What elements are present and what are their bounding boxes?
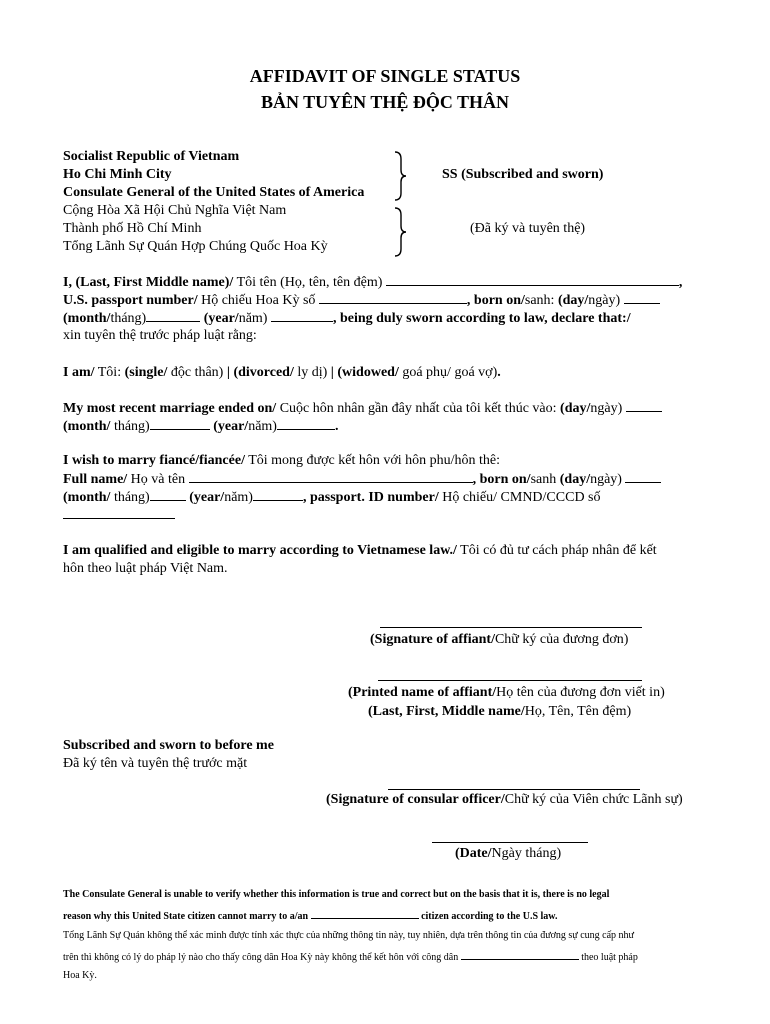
footer-vi-1: Tổng Lãnh Sự Quán không thể xác minh được tính xác thực của những thông tin này, tuy nhiên, dựa trên thông tin của đương sự cung cấp như (63, 930, 634, 941)
month-en: (month/ (63, 311, 111, 326)
brace-icon (392, 150, 408, 202)
day-vi: ngày) (588, 293, 624, 308)
fiance-id-line (63, 506, 175, 525)
affiant-signature-field[interactable] (380, 627, 642, 628)
fiance-name-line (63, 470, 661, 489)
name-line (63, 273, 682, 292)
birth-month-field[interactable] (146, 309, 200, 322)
birth-day-field[interactable] (624, 291, 660, 304)
footer-vi-3: Hoa Kỳ. (63, 970, 97, 981)
passport-label-en: U.S. passport number/ (63, 293, 198, 308)
day-en: (day/ (557, 293, 589, 308)
venue-city-vi: Thành phố Hồ Chí Minh (63, 221, 202, 236)
marriage-day-en: (day/ (560, 401, 591, 416)
passport-field[interactable] (319, 291, 467, 304)
ss-label-vi: (Đã ký và tuyên thệ) (470, 221, 586, 236)
printed-name-order-caption (368, 703, 631, 721)
status-line (63, 364, 501, 382)
qualified-vi-2: hôn theo luật pháp Việt Nam. (63, 561, 228, 576)
venue-consulate-vi: Tổng Lãnh Sự Quán Hợp Chúng Quốc Hoa Kỳ (63, 239, 328, 254)
fiance-id-field[interactable] (63, 506, 175, 519)
printed-name-field[interactable] (378, 680, 642, 681)
status-divorced-vi[interactable]: ly dị) (293, 365, 328, 380)
affiant-signature-vi: Chữ ký của đương đơn) (494, 632, 629, 647)
marriage-month-field[interactable] (150, 417, 210, 430)
printed-name-caption (348, 684, 665, 702)
name-label-vi: Tôi tên (Họ, tên, tên đệm) (233, 275, 386, 290)
date-vi: Ngày tháng) (491, 846, 562, 861)
status-label-en: I am/ (63, 365, 95, 380)
venue-consulate-en: Consulate General of the United States of America (63, 185, 365, 200)
venue-country-vi: Cộng Hòa Xã Hội Chủ Nghĩa Việt Nam (63, 203, 287, 218)
fiance-born-on-en: , born on/ (472, 472, 531, 487)
date-field[interactable] (432, 842, 588, 843)
fiance-year-vi: năm) (224, 490, 253, 505)
marriage-month-en: (month/ (63, 419, 111, 434)
year-vi: năm) (238, 311, 271, 326)
month-vi: tháng) (110, 311, 147, 326)
birth-date-line (63, 309, 631, 328)
footer-vi-2a: trên thì không có lý do pháp lý nào cho thấy công dân Hoa Kỳ này không thể kết hôn với công dân (63, 952, 461, 963)
fiance-day-en: (day/ (559, 472, 591, 487)
born-on-en: , born on/ (466, 293, 525, 308)
period: . (497, 365, 501, 380)
passport-label-vi: Hộ chiếu Hoa Kỳ số (197, 293, 319, 308)
marriage-day-vi: ngày) (590, 401, 626, 416)
marriage-year-field[interactable] (277, 417, 335, 430)
footer-vi-2b: theo luật pháp (578, 952, 638, 963)
sworn-statement-en: , being duly sworn according to law, declare that:/ (332, 311, 631, 326)
marriage-year-en: (year/ (209, 419, 249, 434)
status-single-en[interactable]: (single/ (124, 365, 168, 380)
sworn-statement-vi: xin tuyên thệ trước pháp luật rằng: (63, 328, 257, 343)
name-label-en: I, (Last, First Middle name)/ (63, 275, 234, 290)
fiance-date-line (63, 488, 601, 507)
nationality-field-vi[interactable] (461, 950, 579, 960)
qualified-line (63, 542, 657, 560)
fiance-birth-year-field[interactable] (253, 488, 303, 501)
venue-country-en: Socialist Republic of Vietnam (63, 149, 240, 164)
status-single-vi[interactable]: độc thân) (167, 365, 224, 380)
fiance-passport-en: , passport. ID number/ (302, 490, 439, 505)
printed-name-order-en: (Last, First, Middle name/ (368, 704, 525, 719)
marriage-month-vi: tháng) (110, 419, 150, 434)
status-widowed-vi[interactable]: goá phụ/ goá vợ) (398, 365, 498, 380)
passport-line (63, 291, 660, 310)
printed-name-order-vi: Họ, Tên, Tên đệm) (524, 704, 632, 719)
title-en: AFFIDAVIT OF SINGLE STATUS (249, 66, 521, 86)
brace-icon (392, 206, 408, 258)
fiance-wish-line (63, 452, 500, 470)
separator: | (223, 365, 234, 380)
born-on-vi: sanh: (524, 293, 558, 308)
printed-name-vi: Họ tên của đương đơn viết in) (496, 685, 665, 700)
date-caption (455, 845, 561, 863)
affiant-signature-en: (Signature of affiant/ (370, 632, 495, 647)
status-divorced-en[interactable]: (divorced/ (233, 365, 294, 380)
marriage-label-vi: Cuộc hôn nhân gần đây nhất của tôi kết thúc vào: (276, 401, 561, 416)
fiance-birth-month-field[interactable] (150, 488, 186, 501)
affiant-signature-caption (370, 631, 628, 649)
fiance-wish-en: I wish to marry fiancé/fiancée/ (63, 453, 245, 468)
marriage-year-vi: năm) (248, 419, 277, 434)
ss-label-en: SS (Subscribed and sworn) (442, 167, 604, 182)
printed-name-en: (Printed name of affiant/ (348, 685, 497, 700)
officer-signature-field[interactable] (388, 789, 640, 790)
qualified-vi-1: Tôi có đủ tư cách pháp nhân để kết (456, 543, 657, 558)
subscribed-en: Subscribed and sworn to before me (63, 738, 274, 753)
fiance-day-vi: ngày) (590, 472, 626, 487)
fiance-born-on-vi: sanh (530, 472, 560, 487)
footer-en-2b: citizen according to the U.S law. (418, 911, 558, 922)
fiance-passport-vi: Hộ chiếu/ CMND/CCCD số (438, 490, 601, 505)
fiance-fullname-en: Full name/ (63, 472, 128, 487)
footer-en-2 (63, 909, 557, 922)
fiance-wish-vi: Tôi mong được kết hôn với hôn phu/hôn thê: (244, 453, 501, 468)
fiance-birth-day-field[interactable] (625, 470, 661, 483)
fiance-month-en: (month/ (63, 490, 111, 505)
period: . (334, 419, 339, 434)
comma: , (678, 275, 683, 290)
fiance-fullname-vi: Họ và tên (127, 472, 189, 487)
nationality-field[interactable] (311, 909, 419, 919)
title-vi: BẢN TUYÊN THỆ ĐỘC THÂN (260, 92, 510, 112)
officer-signature-en: (Signature of consular officer/ (326, 792, 505, 807)
footer-en-2a: reason why this United State citizen cannot marry to a/an (63, 911, 311, 922)
status-label-vi: Tôi: (94, 365, 125, 380)
fiance-year-en: (year/ (185, 490, 225, 505)
date-en: (Date/ (455, 846, 492, 861)
fiance-name-field[interactable] (189, 470, 473, 483)
venue-city-en: Ho Chi Minh City (63, 167, 172, 182)
qualified-en: I am qualified and eligible to marry according to Vietnamese law./ (63, 543, 457, 558)
fiance-month-vi: tháng) (110, 490, 150, 505)
name-field[interactable] (386, 273, 679, 286)
footer-vi-2 (63, 950, 638, 963)
status-widowed-en[interactable]: (widowed/ (337, 365, 399, 380)
marriage-date-line (63, 417, 338, 436)
birth-year-field[interactable] (271, 309, 333, 322)
marriage-label-en: My most recent marriage ended on/ (63, 401, 277, 416)
year-en: (year/ (200, 311, 239, 326)
marriage-line (63, 399, 662, 418)
officer-signature-vi: Chữ ký của Viên chức Lãnh sự) (504, 792, 683, 807)
footer-en-1: The Consulate General is unable to verify whether this information is true and correct but on the basis that it is, there is no legal (63, 889, 610, 900)
officer-signature-caption (326, 791, 683, 809)
marriage-day-field[interactable] (626, 399, 662, 412)
separator: | (327, 365, 338, 380)
subscribed-vi: Đã ký tên và tuyên thệ trước mặt (63, 756, 248, 771)
